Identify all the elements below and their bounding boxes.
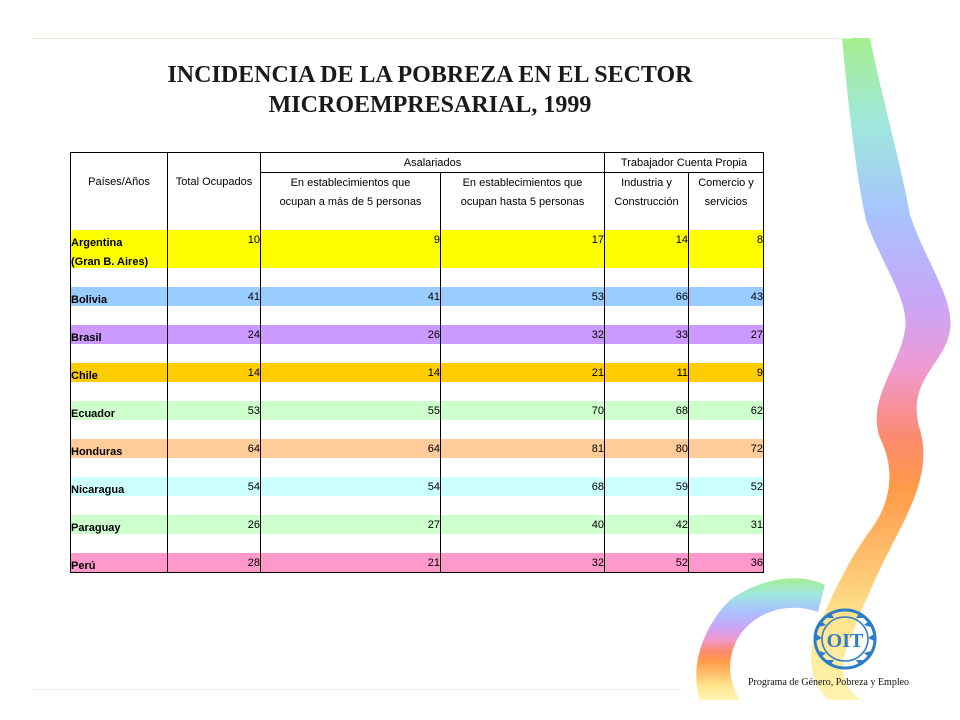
title-line-2: MICROEMPRESARIAL, 1999 xyxy=(268,92,592,118)
value-asal-mas5: 55 xyxy=(261,401,441,420)
header-total: Total Ocupados xyxy=(168,173,261,193)
value-asal-hasta5: 70 xyxy=(441,401,605,420)
footer-credit: Programa de Género, Pobreza y Empleo xyxy=(748,677,910,688)
value-asal-mas5: 54 xyxy=(261,477,441,496)
spacer-row xyxy=(71,534,764,553)
value-industria: 68 xyxy=(605,401,689,420)
header-cuenta-propia: Trabajador Cuenta Propia xyxy=(605,153,764,173)
header-mas5-line2: ocupan a más de 5 personas xyxy=(261,192,441,211)
header-industria-line1: Industria y xyxy=(605,173,689,193)
spacer-row xyxy=(71,382,764,401)
spacer-row xyxy=(71,306,764,325)
value-industria: 59 xyxy=(605,477,689,496)
value-asal-hasta5: 21 xyxy=(441,363,605,382)
value-comercio: 31 xyxy=(689,515,764,534)
table-row xyxy=(71,553,764,573)
header-row-3 xyxy=(71,192,764,211)
country-name-line2: (Gran B. Aires) xyxy=(71,249,168,268)
value-asal-hasta5: 53 xyxy=(441,287,605,306)
header-cell xyxy=(168,153,261,173)
value-asal-mas5: 41 xyxy=(261,287,441,306)
bottom-divider xyxy=(32,689,682,690)
header-industria-line2: Construcción xyxy=(605,192,689,211)
spacer-row xyxy=(71,458,764,477)
header-comercio-line2: servicios xyxy=(689,192,764,211)
value-comercio: 8 xyxy=(689,230,764,249)
value-total-ocupados: 14 xyxy=(168,363,261,382)
header-asalariados: Asalariados xyxy=(261,153,605,173)
value-total-ocupados: 54 xyxy=(168,477,261,496)
top-divider xyxy=(32,38,852,39)
value-total-ocupados: 41 xyxy=(168,287,261,306)
value-asal-mas5: 9 xyxy=(261,230,441,249)
value-asal-mas5: 14 xyxy=(261,363,441,382)
spacer-row xyxy=(71,496,764,515)
value-comercio: 27 xyxy=(689,325,764,344)
value-total-ocupados: 28 xyxy=(168,553,261,573)
header-cell xyxy=(71,192,168,211)
value-total-ocupados: 10 xyxy=(168,230,261,249)
table-row xyxy=(71,401,764,420)
value-asal-mas5: 26 xyxy=(261,325,441,344)
value-asal-hasta5: 68 xyxy=(441,477,605,496)
value-comercio: 43 xyxy=(689,287,764,306)
value-total-ocupados: 26 xyxy=(168,515,261,534)
table-row xyxy=(71,325,764,344)
country-name: Perú xyxy=(71,553,168,573)
country-name: Honduras xyxy=(71,439,168,458)
spacer-row xyxy=(71,268,764,287)
header-comercio-line1: Comercio y xyxy=(689,173,764,193)
value-asal-hasta5: 32 xyxy=(441,325,605,344)
value-asal-hasta5: 81 xyxy=(441,439,605,458)
country-name: Paraguay xyxy=(71,515,168,534)
value-asal-mas5: 27 xyxy=(261,515,441,534)
value-total-ocupados: 24 xyxy=(168,325,261,344)
oit-logo xyxy=(808,604,882,674)
value-asal-mas5: 21 xyxy=(261,553,441,573)
value-industria: 11 xyxy=(605,363,689,382)
country-name: Ecuador xyxy=(71,401,168,420)
header-country: Países/Años xyxy=(71,173,168,193)
header-cell xyxy=(168,192,261,211)
header-row-2 xyxy=(71,173,764,193)
value-industria: 66 xyxy=(605,287,689,306)
value-industria: 42 xyxy=(605,515,689,534)
spacer-row xyxy=(71,344,764,363)
header-hasta5-line1: En establecimientos que xyxy=(441,173,605,193)
value-comercio: 36 xyxy=(689,553,764,573)
table-row xyxy=(71,363,764,382)
oit-logo-text: OIT xyxy=(826,630,864,652)
table-row xyxy=(71,515,764,534)
page-title xyxy=(70,60,790,120)
value-industria: 33 xyxy=(605,325,689,344)
spacer-row xyxy=(71,211,764,230)
table-row xyxy=(71,287,764,306)
spacer-row xyxy=(71,420,764,439)
table-row xyxy=(71,439,764,458)
value-comercio: 9 xyxy=(689,363,764,382)
value-asal-hasta5: 17 xyxy=(441,230,605,249)
country-name: Bolivia xyxy=(71,287,168,306)
poverty-table xyxy=(70,152,764,573)
value-comercio: 62 xyxy=(689,401,764,420)
country-name: Chile xyxy=(71,363,168,382)
value-asal-hasta5: 40 xyxy=(441,515,605,534)
value-comercio: 52 xyxy=(689,477,764,496)
country-name: Argentina xyxy=(71,230,168,249)
header-row-1 xyxy=(71,153,764,173)
value-asal-mas5: 64 xyxy=(261,439,441,458)
table-row-continuation xyxy=(71,249,764,268)
value-industria: 80 xyxy=(605,439,689,458)
value-total-ocupados: 64 xyxy=(168,439,261,458)
country-name: Brasil xyxy=(71,325,168,344)
value-comercio: 72 xyxy=(689,439,764,458)
country-name: Nicaragua xyxy=(71,477,168,496)
header-mas5-line1: En establecimientos que xyxy=(261,173,441,193)
title-line-1: INCIDENCIA DE LA POBREZA EN EL SECTOR xyxy=(167,62,693,88)
value-total-ocupados: 53 xyxy=(168,401,261,420)
value-industria: 52 xyxy=(605,553,689,573)
value-asal-hasta5: 32 xyxy=(441,553,605,573)
table-row xyxy=(71,477,764,496)
header-cell xyxy=(71,153,168,173)
header-hasta5-line2: ocupan hasta 5 personas xyxy=(441,192,605,211)
table-row xyxy=(71,230,764,249)
value-industria: 14 xyxy=(605,230,689,249)
